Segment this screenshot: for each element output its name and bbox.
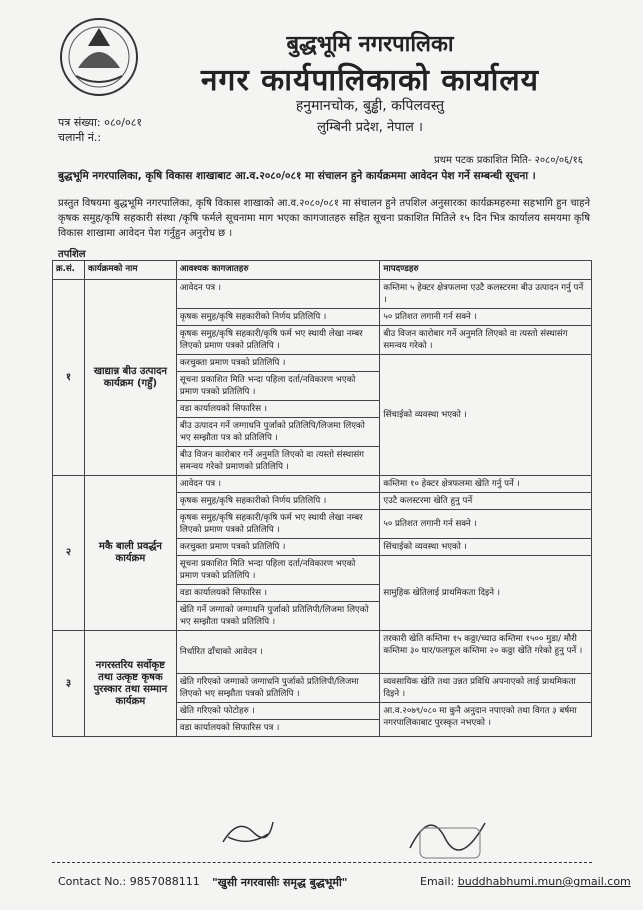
row-document: बीउ विजन कारोबार गर्ने अनुमति लिएको वा त्यस्तो संस्थासंग समन्वय गरेको प्रमाणको प्रतिलिपि । [176, 447, 380, 476]
row-criterion: सामुहिक खेतिलाई प्राथमिकता दिइने । [380, 556, 592, 631]
row-program: मकै बाली प्रवर्द्धन कार्यक्रम [84, 476, 176, 631]
reference-number: पत्र संख्या: ०८०/०८१ [58, 116, 143, 129]
office-name: नगर कार्यपालिकाको कार्यालय [200, 63, 540, 98]
row-serial: १ [53, 280, 85, 476]
row-document: कृषक समुह/कृषि सहकारीको निर्णय प्रतिलिपि । [176, 309, 380, 326]
row-criterion: सिंचाईको व्यवस्था भएको । [380, 539, 592, 556]
table-caption: तपशिल [58, 249, 86, 260]
table-header-row [53, 261, 592, 280]
address-line-2: लुम्बिनी प्रदेश, नेपाल । [317, 120, 423, 135]
address-line-1: हनुमानचोक, बुड्ढी, कपिलवस्तु [295, 98, 445, 114]
row-document: कृषक समुह/कृषि सहकारी/कृषि फर्म भए स्थायी लेखा नम्बर लिएको प्रमाण पत्रको प्रतिलिपि । [176, 326, 380, 355]
contact-number: Contact No.: 9857088111 [58, 875, 200, 888]
row-document: आवेदन पत्र । [176, 280, 380, 309]
table-row [53, 476, 592, 493]
municipality-name: बुद्धभूमि नगरपालिका [286, 32, 454, 57]
slogan: "खुसी नगरवासीः समृद्ध बुद्धभूमी" [212, 876, 348, 889]
row-criterion: ५० प्रतिशत लगानी गर्न सक्ने । [380, 309, 592, 326]
row-document: सूचना प्रकाशित मिति भन्दा पहिला दर्ता/नविकारण भएको प्रमाण पत्रको प्रतिलिपि । [176, 372, 380, 401]
row-document: खेति गरिएको फोटोहरु । [176, 703, 380, 720]
dispatch-number: चलानी नं.: [58, 131, 102, 144]
row-criterion: तरकारी खेति कम्तिमा १५ कठ्ठा/च्याउ कम्तिमा १५०० मुडा/ मौरी कम्तिमा ३० घार/फलफूल कम्तिमा २० कठ्ठा खेति गरेको हुनु पर्ने । [380, 631, 592, 674]
table-row [53, 631, 592, 674]
row-serial: २ [53, 476, 85, 631]
row-document: वडा कार्यालयको सिफारिस । [176, 401, 380, 418]
publish-date: प्रथम पटक प्रकाशित मिति- २०८०/०६/१६ [433, 155, 583, 166]
row-document: वडा कार्यालयको सिफारिस पत्र । [176, 720, 380, 737]
header-criteria: मापदण्डहरु [380, 261, 592, 280]
row-criterion: कम्तिमा १० हेक्टर क्षेत्रफलमा खेति गर्नु पर्ने । [380, 476, 592, 493]
table-row [53, 280, 592, 309]
row-criterion: एउटै कलस्टरमा खेति हुनु पर्ने [380, 493, 592, 510]
row-document: कृषक समुह/कृषि सहकारी/कृषि फर्म भए स्थायी लेखा नम्बर लिएको प्रमाण पत्रको प्रतिलिपि । [176, 510, 380, 539]
row-document: करचुक्ता प्रमाण पत्रको प्रतिलिपि । [176, 355, 380, 372]
signature-left [218, 812, 278, 852]
row-program: नगरस्तरिय सर्वोकृष्ट तथा उत्कृष्ट कृषक पुरस्कार तथा सम्मान कार्यक्रम [84, 631, 176, 737]
row-document: सूचना प्रकाशित मिति भन्दा पहिला दर्ता/नविकारण भएको प्रमाण पत्रको प्रतिलिपि । [176, 556, 380, 585]
email-link[interactable]: buddhabhumi.mun@gmail.com [457, 875, 631, 888]
row-document: कृषक समुह/कृषि सहकारीको निर्णय प्रतिलिपि । [176, 493, 380, 510]
row-criterion: व्यवसायिक खेति तथा उन्नत प्रविधि अपनाएको लाई प्राथमिकता दिइने । [380, 674, 592, 703]
row-document: खेति गरिएको जग्गाको जग्गाधनि पुर्जाको प्रतिलिपी/लिजमा लिएको भए सम्झौता पत्रको प्रतिलिपि । [176, 674, 380, 703]
row-program: खाद्यान्न बीउ उत्पादन कार्यक्रम (गहुँ) [84, 280, 176, 476]
row-document: निर्धारित ढाँचाको आवेदन । [176, 631, 380, 674]
row-document: वडा कार्यालयको सिफारिस । [176, 585, 380, 602]
row-document: खेति गर्ने जग्गाको जग्गाधनि पुर्जाको प्रतिलिपी/लिजमा लिएको भए सम्झौता पत्रको प्रतिलिपि । [176, 602, 380, 631]
government-emblem-icon [58, 16, 140, 98]
notice-subject: बुद्धभूमि नगरपालिका, कृषि विकास शाखाबाट आ.व.२०८०/०८१ मा संचालन हुने कार्यक्रममा आवेदन पेश गर्ने सम्बन्धी सूचना । [58, 170, 536, 182]
row-serial: ३ [53, 631, 85, 737]
email-label: Email: [420, 875, 458, 888]
row-criterion: कम्तिमा ५ हेक्टर क्षेत्रफलमा एउटै कलस्टरमा बीउ उत्पादन गर्नु पर्ने । [380, 280, 592, 309]
row-document: बीउ उत्पादन गर्ने जग्गाधनि पुर्जाको प्रतिलिपि/लिजमा लिएको भए सम्झौता पत्र को प्रतिलिपि । [176, 418, 380, 447]
email-line [420, 875, 631, 888]
header-program: कार्यक्रमको नाम [84, 261, 176, 280]
row-document: आवेदन पत्र । [176, 476, 380, 493]
notice-body: प्रस्तुत विषयमा बुद्धभूमि नगरपालिका, कृषि विकास शाखाको आ.व.२०८०/०८१ मा संचालन हुने तपशिल अनुसारका कार्यक्रमहरुमा सहभागि हुन चाहने कृषक समुह/कृषि सहकारी संस्था /कृषि फर्मले सूचनामा माग भएका कागजातहरु सहित सूचना प्रकाशित मितिले १५ दिन भित्र कार्यालय समयमा कृषि विकास शाखामा आवेदन पेश गर्नुहुन अनुरोध छ । [58, 198, 590, 239]
row-criterion: ५० प्रतिशत लगानी गर्न सक्ने । [380, 510, 592, 539]
row-document: करचुक्ता प्रमाण पत्रको प्रतिलिपि । [176, 539, 380, 556]
row-criterion: सिंचाईको व्यवस्था भएको । [380, 355, 592, 476]
header-documents: आवश्यक कागजातहरु [176, 261, 380, 280]
row-criterion: आ.व.२०७९/०८० मा कुनै अनुदान नपाएको तथा विगत ३ बर्षमा नगरपालिकाबाट पुरस्कृत नभएको । [380, 703, 592, 737]
footer-divider [52, 862, 592, 863]
stamp-signature [400, 808, 490, 863]
programs-table [52, 260, 592, 737]
header-serial: क्र.सं. [53, 261, 85, 280]
row-criterion: बीउ विजन कारोबार गर्ने अनुमति लिएको वा त्यस्तो संस्थासंग समन्वय गरेको । [380, 326, 592, 355]
